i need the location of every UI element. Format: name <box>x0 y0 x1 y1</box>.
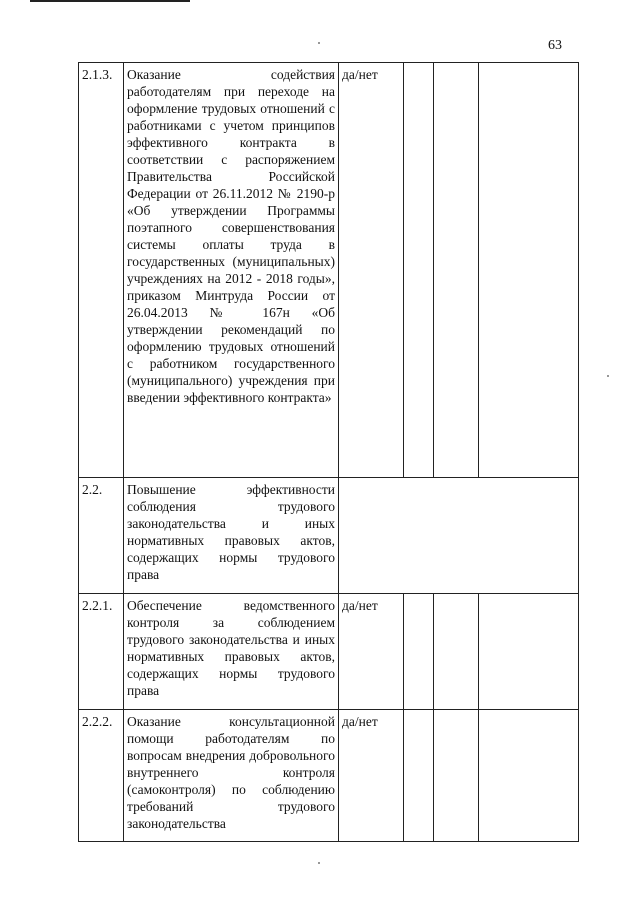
table-row <box>79 594 579 710</box>
empty-cell <box>404 710 434 842</box>
checklist-table <box>78 62 579 842</box>
empty-cell <box>479 594 579 710</box>
answer-cell: да/нет <box>339 710 404 842</box>
table-row <box>79 478 579 594</box>
empty-cell <box>404 63 434 478</box>
table-row <box>79 63 579 478</box>
answer-cell: да/нет <box>339 63 404 478</box>
item-number: 2.1.3. <box>79 63 124 478</box>
empty-cell <box>434 710 479 842</box>
scan-speck <box>318 862 320 864</box>
top-rule <box>30 0 190 2</box>
scan-speck <box>318 42 320 44</box>
empty-cell <box>434 63 479 478</box>
item-description: Обеспечение ведомственного контроля за соблюдением трудового законодательства и иных нормативных правовых актов, содержащих нормы трудового права <box>124 594 339 710</box>
table-row <box>79 710 579 842</box>
page-number: 63 <box>548 38 562 53</box>
merged-empty-cell <box>339 478 579 594</box>
empty-cell <box>479 710 579 842</box>
empty-cell <box>434 594 479 710</box>
item-number: 2.2. <box>79 478 124 594</box>
empty-cell <box>479 63 579 478</box>
answer-cell: да/нет <box>339 594 404 710</box>
item-description: Повышение эффективности соблюдения трудового законодательства и иных нормативных правовых актов, содержащих нормы трудового права <box>124 478 339 594</box>
item-number: 2.2.1. <box>79 594 124 710</box>
item-description: Оказание содействия работодателям при переходе на оформление трудовых отношений с работниками с учетом принципов эффективного контракта в соответствии с распоряжением Правительства Российской Федерации от 26.11.2012 № 2190-р «Об утверждении Программы поэтапного совершенствования системы оплаты труда в государственных (муниципальных) учреждениях на 2012 - 2018 годы», приказом Минтруда России от 26.04.2013 № 167н «Об утверждении рекомендаций по оформлению трудовых отношений с работником государственного (муниципального) учреждения при введении эффективного контракта» <box>124 63 339 478</box>
item-number: 2.2.2. <box>79 710 124 842</box>
scan-speck <box>607 375 609 377</box>
empty-cell <box>404 594 434 710</box>
item-description: Оказание консультационной помощи работодателям по вопросам внедрения добровольного внутреннего контроля (самоконтроля) по соблюдению требований трудового законодательства <box>124 710 339 842</box>
